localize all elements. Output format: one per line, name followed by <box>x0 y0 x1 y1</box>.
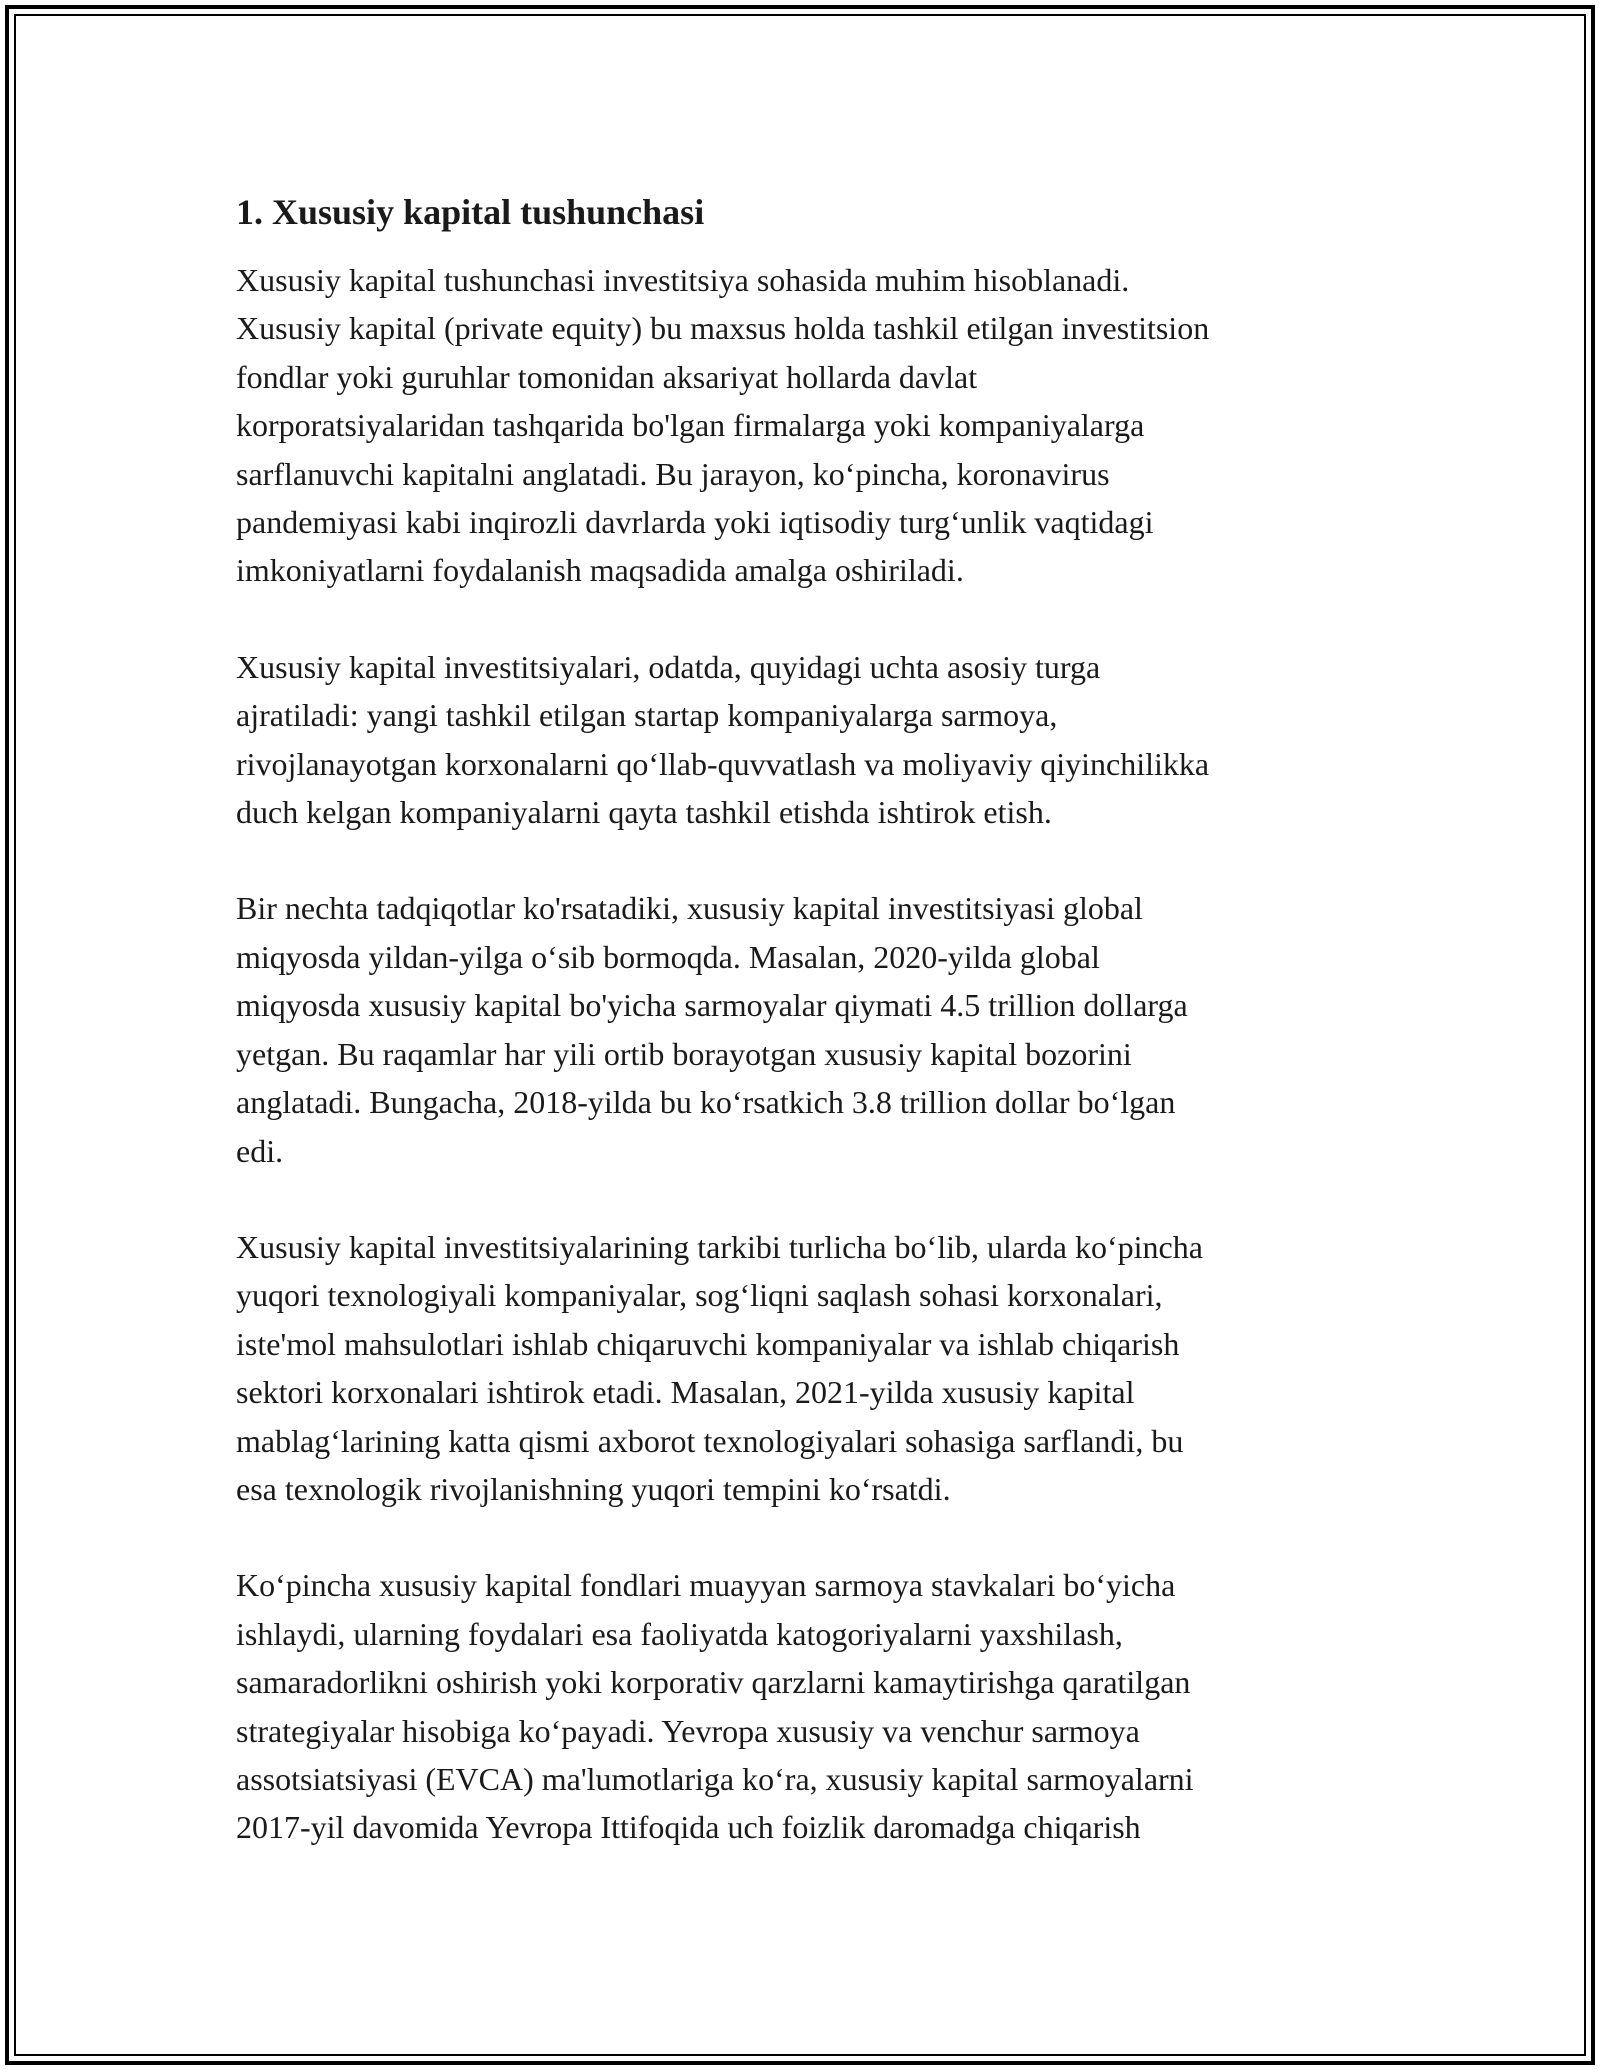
paragraph-1 <box>236 256 1386 595</box>
text-line: 2017-yil davomida Yevropa Ittifoqida uch foizlik daromadga chiqarish <box>236 1809 1141 1846</box>
text-line: strategiyalar hisobiga ko‘payadi. Yevropa xususiy va venchur sarmoya <box>236 1712 1140 1749</box>
text-line: edi. <box>236 1132 284 1169</box>
text-line: imkoniyatlarni foydalanish maqsadida amalga oshiriladi. <box>236 552 964 589</box>
text-line: anglatadi. Bungacha, 2018-yilda bu ko‘rsatkich 3.8 trillion dollar bo‘lgan <box>236 1084 1176 1121</box>
text-line: ajratiladi: yangi tashkil etilgan startap kompaniyalarga sarmoya, <box>236 697 1058 734</box>
text-line: assotsiatsiyasi (EVCA) ma'lumotlariga ko‘ra, xususiy kapital sarmoyalarni <box>236 1760 1194 1797</box>
text-line: miqyosda yildan-yilga o‘sib bormoqda. Masalan, 2020-yilda global <box>236 938 1100 975</box>
text-line: Bir nechta tadqiqotlar ko'rsatadiki, xususiy kapital investitsiyasi global <box>236 890 1143 927</box>
section-heading: 1. Xususiy kapital tushunchasi <box>236 192 705 232</box>
text-line: iste'mol mahsulotlari ishlab chiqaruvchi kompaniyalar va ishlab chiqarish <box>236 1325 1180 1362</box>
text-line: pandemiyasi kabi inqirozli davrlarda yoki iqtisodiy turg‘unlik vaqtidagi <box>236 504 1154 541</box>
text-line: duch kelgan kompaniyalarni qayta tashkil etishda ishtirok etish. <box>236 794 1052 831</box>
text-line: yetgan. Bu raqamlar har yili ortib borayotgan xususiy kapital bozorini <box>236 1035 1132 1072</box>
document-body <box>236 188 1386 1900</box>
text-line: Xususiy kapital (private equity) bu maxsus holda tashkil etilgan investitsion <box>236 310 1210 347</box>
text-line: fondlar yoki guruhlar tomonidan aksariyat hollarda davlat <box>236 358 978 395</box>
text-line: Xususiy kapital investitsiyalari, odatda, quyidagi uchta asosiy turga <box>236 648 1101 685</box>
paragraph-5 <box>236 1561 1386 1851</box>
text-line: korporatsiyalaridan tashqarida bo'lgan firmalarga yoki kompaniyalarga <box>236 407 1145 444</box>
text-line: sarflanuvchi kapitalni anglatadi. Bu jarayon, ko‘pincha, koronavirus <box>236 455 1110 492</box>
text-line: Xususiy kapital tushunchasi investitsiya sohasida muhim hisoblanadi. <box>236 262 1130 298</box>
text-line: Ko‘pincha xususiy kapital fondlari muayyan sarmoya stavkalari bo‘yicha <box>236 1567 1176 1604</box>
text-line: Xususiy kapital investitsiyalarining tarkibi turlicha bo‘lib, ularda ko‘pincha <box>236 1228 1203 1265</box>
paragraph-2 <box>236 643 1386 837</box>
text-line: samaradorlikni oshirish yoki korporativ qarzlarni kamaytirishga qaratilgan <box>236 1664 1191 1701</box>
text-line: esa texnologik rivojlanishning yuqori tempini ko‘rsatdi. <box>236 1470 951 1507</box>
text-line: sektori korxonalari ishtirok etadi. Masalan, 2021-yilda xususiy kapital <box>236 1374 1135 1411</box>
text-line: mablag‘larining katta qismi axborot texnologiyalari sohasiga sarflandi, bu <box>236 1422 1184 1459</box>
text-line: ishlaydi, ularning foydalari esa faoliyatda katogoriyalarni yaxshilash, <box>236 1615 1123 1652</box>
text-line: yuqori texnologiyali kompaniyalar, sog‘liqni saqlash sohasi korxonalari, <box>236 1277 1163 1314</box>
paragraph-4 <box>236 1223 1386 1513</box>
paragraph-container <box>236 256 1386 1852</box>
text-line: rivojlanayotgan korxonalarni qo‘llab-quvvatlash va moliyaviy qiyinchilikka <box>236 745 1210 782</box>
text-line: miqyosda xususiy kapital bo'yicha sarmoyalar qiymati 4.5 trillion dollarga <box>236 987 1188 1024</box>
paragraph-3 <box>236 884 1386 1174</box>
